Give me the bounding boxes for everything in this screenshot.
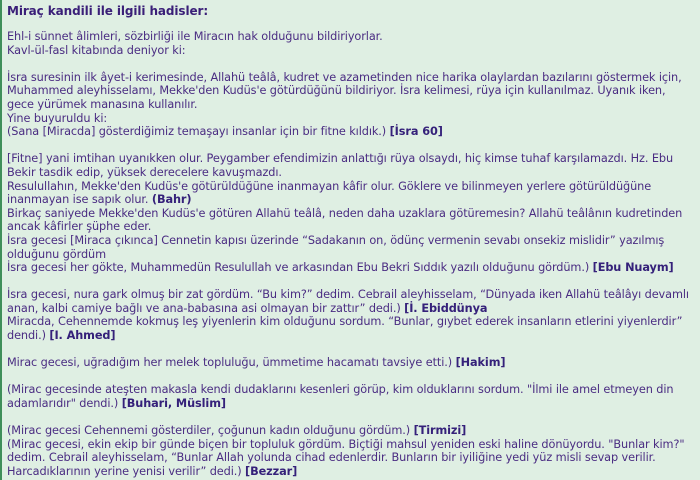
source-citation: [İ. Ebiddünya <box>404 301 488 315</box>
line-text: Birkaç saniyede Mekke'den Kudüs'e götüren Allahü teâlâ, neden daha uzaklara götüremesin? Allahü teâlânın kudretinden <box>7 206 683 220</box>
paragraph-cehennem <box>7 424 700 478</box>
line-text: (Mirac gecesi, ekin ekip bir günde biçen bir topluluk gördüm. Biçtiği mahsul yeniden eski haline dönüyordu. "Bunlar kim?" <box>7 437 685 451</box>
source-citation: [Bezzar] <box>245 465 298 478</box>
line-text: inanmayan ise sapık olur. <box>7 193 152 207</box>
line-text: ancak kâfirler şüphe eder. <box>7 220 152 234</box>
line-text: dendi.) <box>7 329 50 343</box>
line-text: (Sana [Miracda] gösterdiğimiz temaşayı insanlar için bir fitne kıldık.) <box>7 125 390 139</box>
line-text: Kavl-ül-fasl kitabında deniyor ki: <box>7 43 186 57</box>
source-citation: [İsra 60] <box>389 125 443 139</box>
text-line <box>7 125 700 139</box>
line-text: Harcadıklarının yerine yenisi verilir” dedi.) <box>7 465 246 478</box>
paragraph-hacamat <box>7 356 700 370</box>
line-text: Mirac gecesi, uğradığım her melek topluluğu, ümmetime hacamatı tavsiye etti.) <box>7 356 456 370</box>
line-text: Resulullahın, Mekke'den Kudüs'e götürüldüğüne inanmayan kâfir olur. Göklere ve bilinmeyen yerlere götürüldüğüne <box>7 179 652 193</box>
source-citation: [Buhari, Müslim] <box>121 397 226 411</box>
text-line <box>7 397 700 411</box>
text-line <box>7 112 700 126</box>
line-text: Muhammed aleyhisselamı, Mekke'den Kudüs'e götürdüğünü bildiriyor. İsra kelimesi, rüya için kullanılmaz. Uyanık iken, <box>7 84 666 98</box>
text-line <box>7 356 700 370</box>
text-line <box>7 71 700 85</box>
paragraph-nur <box>7 288 700 342</box>
line-text: Yine buyuruldu ki: <box>7 111 108 125</box>
text-line <box>7 383 700 397</box>
text-line <box>7 424 700 438</box>
line-text: Miracda, Cehennemde kokmuş leş yiyenlerin kim olduğunu sordum. “Bunlar, gıybet ederek insanların etlerini yiyenlerdir” <box>7 315 683 329</box>
line-text: gece yürümek manasına kullanılır. <box>7 97 198 111</box>
text-line <box>7 220 700 234</box>
text-line <box>7 288 700 302</box>
text-line <box>7 84 700 98</box>
text-line <box>7 207 700 221</box>
source-citation: [Ebu Nuaym] <box>592 261 674 275</box>
line-text: (Mirac gecesinde ateşten makasla kendi dudaklarını kesenleri görüp, kim olduklarını sordum. "İlmi ile amel etmeyen din <box>7 383 674 397</box>
line-text: Bekir tasdik edip, yüksek derecelere kavuşmazdı. <box>7 165 282 179</box>
text-line <box>7 234 700 248</box>
text-line <box>7 438 700 452</box>
line-text: Ehl-i sünnet âlimleri, sözbirliği ile Miracın hak olduğunu bildiriyorlar. <box>7 30 383 43</box>
line-text: İsra gecesi, nura gark olmuş bir zat gördüm. “Bu kim?” dedim. Cebrail aleyhisselam, “Dünyada iken Allahü teâlâyı devamlı <box>7 288 689 302</box>
text-line <box>7 302 700 316</box>
paragraph-isra <box>7 71 700 139</box>
line-text: anan, kalbi camiye bağlı ve ana-babasına asi olmayan bir zattır” dedi.) <box>7 301 405 315</box>
text-line <box>7 98 700 112</box>
text-line <box>7 329 700 343</box>
text-line <box>7 152 700 166</box>
text-line <box>7 193 700 207</box>
source-citation: (Bahr) <box>151 193 192 207</box>
text-line <box>7 465 700 479</box>
line-text: İsra suresinin ilk âyet-i kerimesinde, Allahü teâlâ, kudret ve azametinden nice harika olaylardan bazılarını göstermek için, <box>7 70 682 84</box>
text-line <box>7 30 700 44</box>
paragraph-fitne <box>7 152 700 274</box>
text-line <box>7 44 700 58</box>
text-line <box>7 180 700 194</box>
source-citation: [Hakim] <box>455 356 506 370</box>
line-text: olduğunu gördüm <box>7 247 106 261</box>
line-text: İsra gecesi her gökte, Muhammedün Resulullah ve arkasından Ebu Bekri Sıddık yazılı olduğunu gördüm.) <box>7 261 593 275</box>
source-citation: [Tirmizi] <box>413 424 467 438</box>
text-line <box>7 248 700 262</box>
source-citation: [I. Ahmed] <box>49 329 116 343</box>
line-text: adamlarıdır" dendi.) <box>7 397 122 411</box>
text-line <box>7 261 700 275</box>
text-line <box>7 166 700 180</box>
page-title: Miraç kandili ile ilgili hadisler: <box>7 4 209 18</box>
text-line <box>7 315 700 329</box>
text-line <box>7 451 700 465</box>
line-text: [Fitne] yani imtihan uyanıkken olur. Peygamber efendimizin anlattığı rüya olsaydı, hiç kimse tuhaf karşılamazdı. Hz. Ebu <box>7 152 674 166</box>
paragraph-makas <box>7 383 700 410</box>
paragraph-intro <box>7 30 700 57</box>
line-text: dedim. Cebrail aleyhisselam, “Bunlar Allah yolunda cihad edenlerdir. Bunların bir iyiliğine yedi yüz misli sevap verilir. <box>7 451 656 465</box>
line-text: (Mirac gecesi Cehennemi gösterdiler, çoğunun kadın olduğunu gördüm.) <box>7 424 414 438</box>
line-text: İsra gecesi [Miraca çıkınca] Cennetin kapısı üzerinde “Sadakanın on, ödünç vermenin sevabı onsekiz mislidir” yazılmış <box>7 233 665 247</box>
